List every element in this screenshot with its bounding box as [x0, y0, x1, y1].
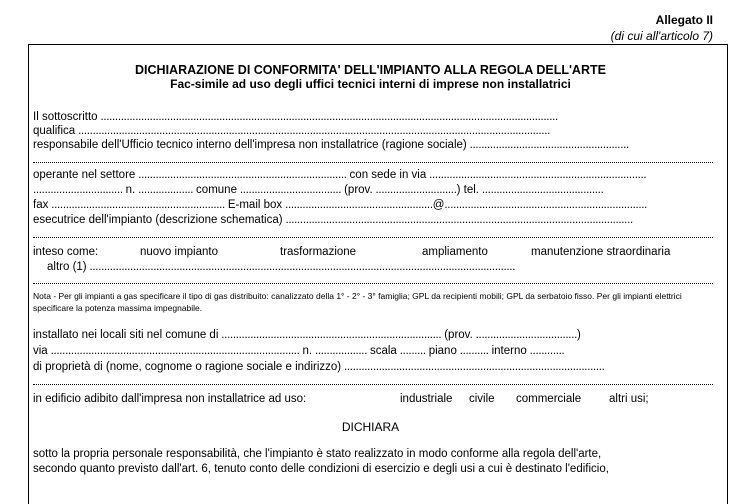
uso-altri[interactable]: altri usi; — [609, 393, 649, 405]
sottoscritto-field[interactable]: .............................................................................................................................................................. — [97, 111, 558, 123]
via-number-field[interactable]: ............................... — [33, 184, 126, 196]
scala-field[interactable]: ......... — [396, 345, 429, 357]
email-label: E-mail box — [227, 199, 283, 211]
esecutrice-label: esecutrice dell'impianto (descrizione schematica) — [33, 214, 283, 226]
prov2-field[interactable]: ................................... — [472, 329, 577, 341]
altro-line — [47, 260, 713, 274]
prov-field[interactable]: ............................ — [372, 184, 457, 196]
operante-line — [33, 168, 713, 182]
inteso-label: inteso come: — [33, 246, 99, 258]
dichiara-heading: DICHIARA — [341, 420, 400, 434]
proprieta-label: di proprietà di (nome, cognome o ragione sociale e indirizzo) — [33, 361, 342, 373]
option-manutenzione[interactable]: manutenzione straordinaria — [531, 246, 671, 258]
esecutrice-line — [33, 213, 713, 227]
via-label: via — [33, 345, 48, 357]
n-label: n. — [125, 184, 136, 196]
n-field[interactable]: ................... — [135, 184, 197, 196]
altro-field[interactable]: ................................................................................................................................................... — [86, 261, 516, 273]
allegato-title: Allegato II — [655, 13, 713, 27]
qualifica-label: qualifica — [33, 125, 76, 137]
uso-commerciale[interactable]: commerciale — [516, 393, 582, 405]
installato-line — [33, 328, 713, 342]
qualifica-field[interactable]: ................................................................................................................................................................... — [75, 125, 550, 137]
dichiara-paragraph-line-1: sotto la propria personale responsabilità, che l'impianto è stato realizzato in modo conforme alla regola dell'arte, — [33, 448, 602, 460]
sede-label: con sede in via — [349, 169, 427, 181]
scala-label: scala — [369, 345, 397, 357]
tel-field[interactable]: .......................................... — [478, 184, 604, 196]
piano-field[interactable]: .......... — [456, 345, 492, 357]
installato-label: installato nei locali siti nel comune di — [33, 329, 219, 341]
piano-label: piano — [428, 345, 457, 357]
email-domain-field[interactable]: ...................................................................... — [444, 199, 648, 211]
responsabile-label: responsabile dell'Ufficio tecnico interno dell'impresa non installatrice (ragione sociale) — [33, 139, 467, 151]
comune-field[interactable]: ................................... — [236, 184, 345, 196]
close-paren: ) — [577, 329, 581, 341]
indirizzo-line — [33, 183, 713, 197]
uso-civile[interactable]: civile — [469, 393, 495, 405]
edificio-label: in edificio adibito dall'impresa non installatrice ad uso: — [33, 393, 307, 405]
responsabile-line — [33, 138, 713, 152]
altro-label[interactable]: altro (1) — [47, 261, 87, 273]
via-line — [33, 344, 713, 358]
proprieta-line — [33, 360, 713, 374]
tel-label: ) tel. — [456, 184, 479, 196]
esecutrice-field[interactable]: ........................................................................................................................ — [282, 214, 633, 226]
responsabile-field[interactable]: ....................................................... — [466, 139, 629, 151]
n2-field[interactable]: .................. — [312, 345, 370, 357]
form-subtitle: Fac-simile ad uso degli uffici tecnici interni di imprese non installatrici — [170, 77, 571, 91]
comune-impianto-field[interactable]: ............................................................................ — [218, 329, 445, 341]
proprieta-field[interactable]: .......................................................................................... — [341, 361, 605, 373]
divider — [33, 283, 713, 284]
n2-label: n. — [302, 345, 313, 357]
interno-field[interactable]: ............ — [526, 345, 565, 357]
comune-label: comune — [196, 184, 237, 196]
descrizione-continuation[interactable] — [33, 237, 713, 238]
option-nuovo-impianto[interactable]: nuovo impianto — [140, 246, 218, 258]
ragione-sociale-continuation[interactable] — [33, 162, 713, 163]
email-user-field[interactable]: ................................................... — [282, 199, 433, 211]
sede-field[interactable]: ........................................................................... — [426, 169, 647, 181]
fax-label: fax — [33, 199, 49, 211]
dichiara-paragraph-line-2: secondo quanto previsto dall'art. 6, tenuto conto delle condizioni di esercizio e degli usi a cui è destinato l'edificio, — [33, 463, 609, 475]
fax-line — [33, 198, 713, 212]
sottoscritto-label: Il sottoscritto — [33, 111, 98, 123]
nota-text: Nota - Per gli impianti a gas specificare il tipo di gas distribuito: canalizzato della 1° - 2° - 3° famiglia; GPL da recipienti mobili; GPL da serbatoio fisso. Per gli impianti elettrici specificare la potenza massima impegnabile. — [33, 291, 682, 313]
uso-industriale[interactable]: industriale — [400, 393, 453, 405]
allegato-header — [611, 12, 713, 44]
at-symbol: @ — [432, 199, 445, 211]
via-field[interactable]: ...................................................................................... — [47, 345, 303, 357]
qualifica-line — [33, 124, 713, 138]
allegato-subtitle: (di cui all'articolo 7) — [610, 29, 713, 43]
proprieta-continuation[interactable] — [33, 384, 713, 385]
settore-field[interactable]: ........................................................................ — [135, 169, 350, 181]
interno-label: interno — [491, 345, 527, 357]
operante-label: operante nel settore — [33, 169, 136, 181]
sottoscritto-line — [33, 110, 713, 124]
fax-field[interactable]: ............................................................ — [48, 199, 228, 211]
option-trasformazione[interactable]: trasformazione — [280, 246, 357, 258]
option-ampliamento[interactable]: ampliamento — [422, 246, 488, 258]
form-title: DICHIARAZIONE DI CONFORMITA' DELL'IMPIANTO ALLA REGOLA DELL'ARTE — [135, 63, 606, 77]
prov-label: (prov. — [344, 184, 373, 196]
prov2-label: (prov. — [444, 329, 473, 341]
